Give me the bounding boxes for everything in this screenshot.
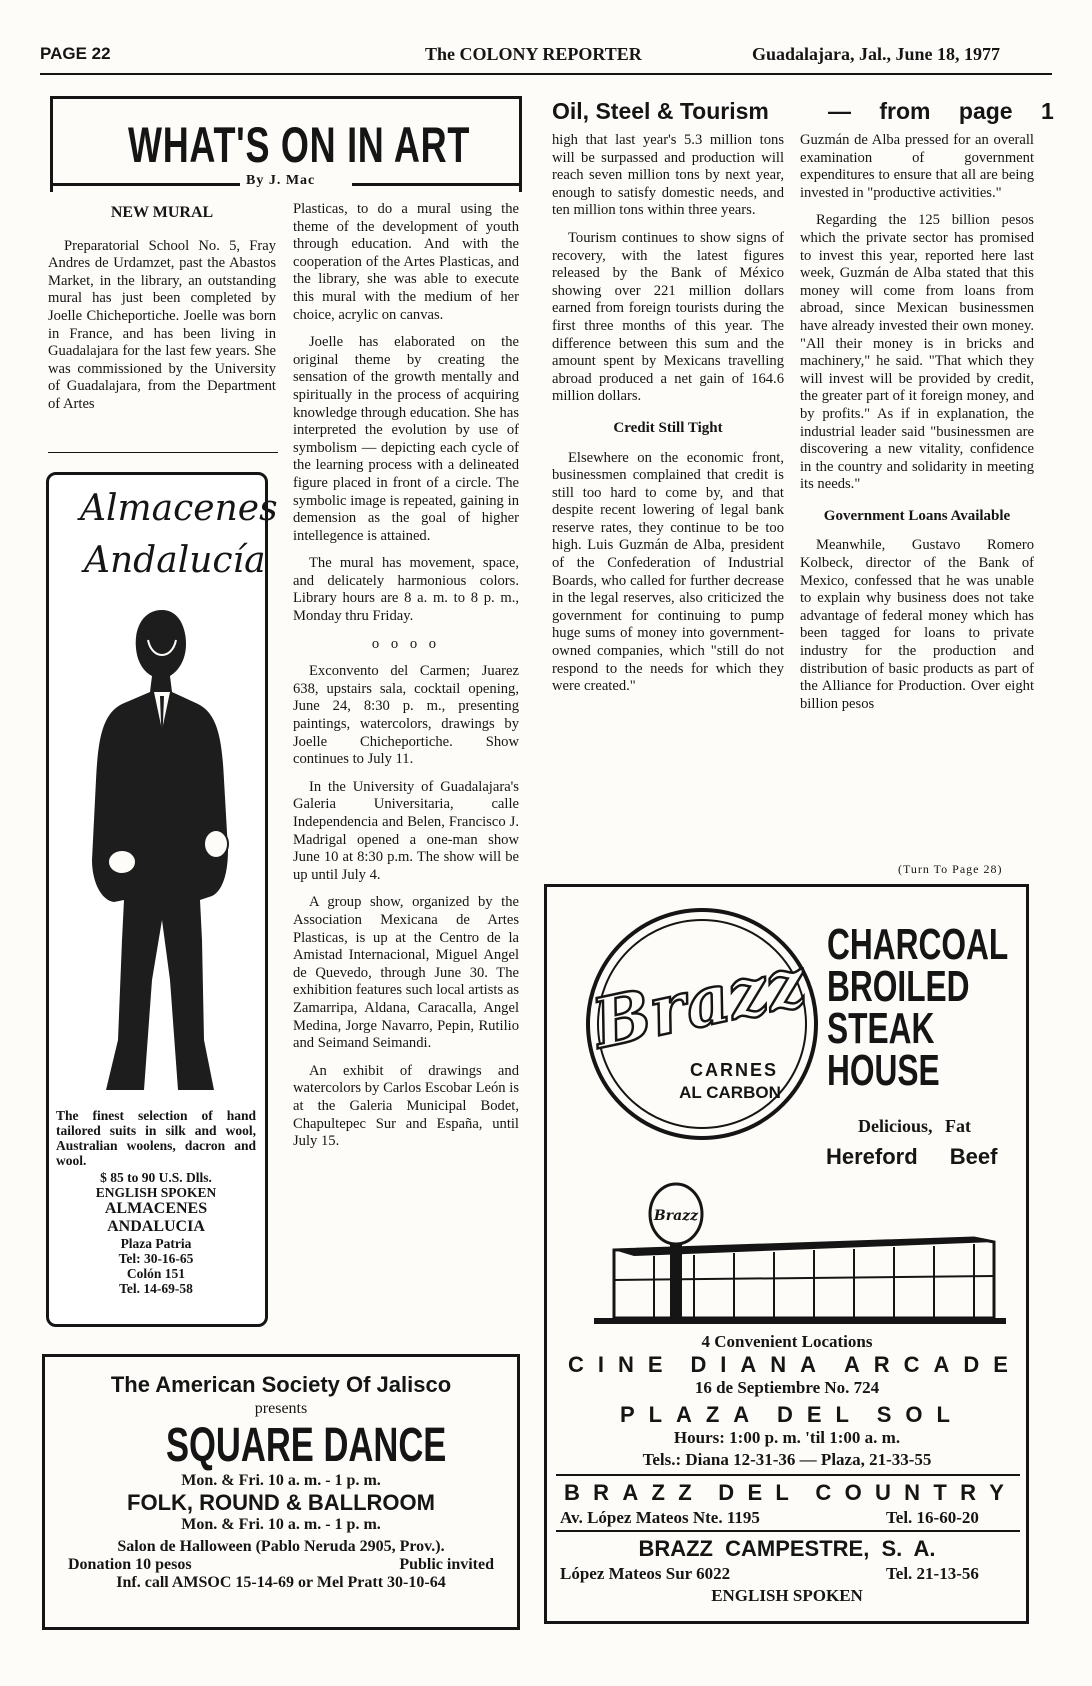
oil-paragraph: high that last year's 5.3 million tons will be surpassed and production will reach seven million tons by next year, enough to satisfy domestic needs, and ten million tons within three years. bbox=[552, 132, 784, 219]
brazz-headline bbox=[827, 920, 1079, 1095]
byline: By J. Mac bbox=[246, 173, 316, 188]
letter: Y bbox=[989, 1480, 1004, 1505]
letter: C bbox=[903, 1352, 920, 1377]
art-title-text: WHAT'S ON IN ART bbox=[128, 117, 471, 173]
letter: T bbox=[933, 1480, 947, 1505]
society-name: The American Society Of Jalisco bbox=[110, 1372, 452, 1397]
credit-subhead: Credit Still Tight bbox=[613, 419, 723, 436]
oil-paragraph: Guzmán de Alba pressed for an overall examination of government expenditures to ensure that all are being invested in "productive activities." bbox=[800, 132, 1034, 201]
letter: Z bbox=[705, 1402, 720, 1427]
letter: A bbox=[843, 1352, 860, 1377]
column-rule bbox=[48, 452, 278, 453]
letter: A bbox=[800, 1352, 816, 1377]
oil-column-b bbox=[800, 132, 1034, 723]
art-paragraph: A group show, organized by the Association Mexicana de Artes Plasticas, is up at the Centro de la Amistad Internacional, Miguel Angel de Quevedo, through June 30. The exhibition features such local artists as Zamarripa, Aldana, Caracalla, Angel Medina, Jorge Navarro, Pepin, Rutilio and Seimand Seimandi. bbox=[293, 894, 519, 1052]
oil-article-title: Oil, Steel & Tourism bbox=[552, 98, 769, 124]
almacenes-price: $ 85 to 90 U.S. Dlls. bbox=[100, 1170, 212, 1185]
letter: B bbox=[564, 1480, 580, 1505]
oil-paragraph: Tourism continues to show signs of recovery, with the latest figures released by the Bank of México showing over 221 million dollars earned from foreign tourists during the first three months of this year. The difference between this sum and the amount spent by Mexicans travelling abroad produced a net gain of 164.6 million dollars. bbox=[552, 229, 784, 405]
letter: C bbox=[568, 1352, 584, 1377]
newspaper-name: The COLONY REPORTER bbox=[425, 44, 642, 64]
art-paragraph: Preparatorial School No. 5, Fray Andres de Urdamzet, past the Abastos Market, in the library, an outstanding mural has just been completed by Joelle Chicheportiche. Joelle was born in France, and has been living in Guadalajara for the last few years. She was commissioned by the University of Guadalajara, from the Department of Artes bbox=[48, 237, 276, 412]
letter: A bbox=[676, 1402, 692, 1427]
letter: E bbox=[647, 1352, 663, 1377]
campestre-tel: Tel. 21-13-56 bbox=[886, 1564, 979, 1583]
delicious: Delicious, Fat bbox=[858, 1116, 971, 1136]
byline-rule-left bbox=[50, 183, 240, 186]
section-divider: o o o o bbox=[371, 635, 441, 652]
letter: D bbox=[690, 1352, 707, 1377]
letter: E bbox=[747, 1480, 763, 1505]
letter: N bbox=[770, 1352, 787, 1377]
brazz-logo bbox=[584, 906, 820, 1142]
letter: A bbox=[933, 1352, 950, 1377]
restaurant-building-illustration bbox=[594, 1180, 1006, 1330]
brazz-tels: Tels.: Diana 12-31-36 — Plaza, 21-33-55 bbox=[642, 1450, 932, 1469]
letter: O bbox=[905, 1402, 923, 1427]
letter: L bbox=[835, 1402, 849, 1427]
almacenes-details bbox=[56, 1108, 256, 1296]
brazz-logo-text: Brazz bbox=[586, 941, 813, 1065]
letter: R bbox=[873, 1352, 890, 1377]
almacenes-english: ENGLISH SPOKEN bbox=[95, 1185, 217, 1200]
location-brazz-del-country bbox=[564, 1480, 1004, 1506]
location-plaza-del-sol bbox=[620, 1402, 950, 1428]
letter: C bbox=[815, 1480, 832, 1505]
letter: D bbox=[718, 1480, 735, 1505]
almacenes-script-1: Almacenes bbox=[80, 488, 278, 529]
country-tel: Tel. 16-60-20 bbox=[886, 1508, 979, 1527]
letter: Z bbox=[678, 1480, 692, 1505]
letter: A bbox=[740, 1352, 757, 1377]
oil-column-a bbox=[552, 132, 784, 706]
letter: L bbox=[648, 1402, 663, 1427]
brazz-locations: 4 Convenient Locations bbox=[701, 1332, 873, 1351]
art-paragraph: The mural has movement, space, and delicately harmonious colors. Library hours are 8 a. m. to 8 p. m., Monday thru Friday. bbox=[293, 555, 519, 625]
dance-styles: FOLK, ROUND & BALLROOM bbox=[127, 1490, 435, 1515]
letter: D bbox=[963, 1352, 980, 1377]
oil-paragraph: Regarding the 125 billion pesos which the private sector has promised to invest this year, reported here last week, Guzmán de Alba stated that this money will come from loans from abroad, since Mexican businessmen have already invested their own money. "All their money is in bricks and machinery," he said. "That which they will invest will be provided by credit, the greater part of it foreign money, and by profits." As if in explanation, the industrial leader said "businessmen are discovering a new vitality, confidence in the country and solidarity in meeting its needs." bbox=[800, 212, 1034, 493]
campestre-address: López Mateos Sur 6022 bbox=[560, 1564, 731, 1583]
art-column-2 bbox=[293, 201, 519, 1161]
event-time-2: Mon. & Fri. 10 a. m. - 1 p. m. bbox=[181, 1516, 381, 1533]
headline-steak: STEAK bbox=[827, 1004, 935, 1053]
event-wrap bbox=[46, 1418, 516, 1472]
turn-to-page: (Turn To Page 28) bbox=[898, 862, 1003, 876]
almacenes-script-2: Andalucía bbox=[84, 540, 266, 581]
brazz-logo-sub-2: AL CARBON bbox=[679, 1083, 781, 1102]
location-divider-1 bbox=[556, 1474, 1020, 1476]
byline-rule-right bbox=[352, 183, 522, 186]
square-dance-content bbox=[46, 1372, 516, 1592]
letter: L bbox=[775, 1480, 789, 1505]
letter: N bbox=[904, 1480, 921, 1505]
almacenes-tagline: The finest selection of hand tailored suits in silk and wool, Australian woolens, dacron and wool. bbox=[56, 1108, 256, 1168]
brazz-english-spoken: ENGLISH SPOKEN bbox=[711, 1586, 863, 1605]
cine-address: 16 de Septiembre No. 724 bbox=[694, 1378, 880, 1397]
almacenes-name-2: ANDALUCIA bbox=[107, 1218, 205, 1235]
almacenes-tel-1: Tel: 30-16-65 bbox=[118, 1251, 194, 1266]
event-place: Salon de Halloween (Pablo Neruda 2905, Prov.). bbox=[117, 1538, 445, 1555]
art-paragraph: Exconvento del Carmen; Juarez 638, upstairs sala, cocktail opening, June 24, 8:30 p. m., presenting paintings, watercolors, drawings by Joelle Chicheportiche. Show continues to July 11. bbox=[293, 663, 519, 768]
headline-charcoal: CHARCOAL bbox=[827, 920, 1009, 969]
oil-paragraph: Meanwhile, Gustavo Romero Kolbeck, director of the Bank of Mexico, confessed that he was unable to explain why business does not take advantage of federal money which has been tagged for loans to private industry for the production and distribution of basic products as part of the Alliance for Production. Over eight billion pesos bbox=[800, 537, 1034, 712]
art-title bbox=[128, 116, 603, 174]
event-name: SQUARE DANCE bbox=[166, 1419, 447, 1472]
new-mural-heading: NEW MURAL bbox=[110, 204, 214, 221]
dateline: Guadalajara, Jal., June 18, 1977 bbox=[752, 44, 1001, 64]
public-invited: Public invited bbox=[399, 1556, 494, 1573]
location-cine-diana bbox=[568, 1352, 1008, 1378]
info-line: Inf. call AMSOC 15-14-69 or Mel Pratt 30-10-64 bbox=[116, 1574, 446, 1591]
loans-subhead: Government Loans Available bbox=[823, 507, 1011, 524]
brazz-hours: Hours: 1:00 p. m. 'til 1:00 a. m. bbox=[673, 1428, 901, 1447]
header-rule bbox=[40, 73, 1052, 75]
almacenes-tel-2: Tel. 14-69-58 bbox=[119, 1281, 193, 1296]
hereford-beef: Hereford Beef bbox=[826, 1144, 998, 1169]
presents: presents bbox=[254, 1400, 308, 1417]
letter: S bbox=[876, 1402, 892, 1427]
letter: R bbox=[960, 1480, 976, 1505]
letter: Z bbox=[651, 1480, 665, 1505]
headline-broiled: BROILED bbox=[827, 962, 970, 1011]
page-number: PAGE 22 bbox=[40, 44, 111, 63]
letter: U bbox=[875, 1480, 891, 1505]
letter: L bbox=[936, 1402, 950, 1427]
brazz-logo-sub-1: CARNES bbox=[689, 1060, 779, 1080]
location-divider-2 bbox=[556, 1530, 1020, 1532]
event-time-1: Mon. & Fri. 10 a. m. - 1 p. m. bbox=[181, 1472, 381, 1489]
letter: I bbox=[720, 1352, 727, 1377]
brazz-sign-text: Brazz bbox=[653, 1208, 699, 1224]
letter: D bbox=[777, 1402, 793, 1427]
donation: Donation 10 pesos bbox=[68, 1556, 192, 1573]
art-paragraph: Plasticas, to do a mural using the theme of the development of youth through education. And with the cooperation of the Artes Plasticas, and the library, she was able to execute this mural with the medium of her choice, acrylic on canvas. bbox=[293, 201, 519, 323]
letter: A bbox=[733, 1402, 750, 1427]
almacenes-name-1: ALMACENES bbox=[104, 1200, 208, 1217]
suited-man-illustration bbox=[62, 600, 262, 1100]
brazz-campestre: BRAZZ CAMPESTRE, S. A. bbox=[638, 1536, 936, 1561]
letter: P bbox=[620, 1402, 635, 1427]
art-paragraph: In the University of Guadalajara's Galeria Universitaria, calle Independencia and Belen, Francisco J. Madrigal opened a one-man show June 10 at 8:30 p.m. The show will be up until July 4. bbox=[293, 778, 519, 883]
oil-paragraph: Elsewhere on the economic front, businessmen complained that credit is still too hard to come by, and that despite recent lowering of legal bank reserve rates, they continue to be too high. Luis Guzmán de Alba, president of the Confederation of Industrial Boards, who called for further decrease in the legal reserves, also criticized the government for continuing to pump huge sums of money into government-owned companies, which "still do not respond to the needs for which they were created." bbox=[552, 449, 784, 695]
art-column-1 bbox=[48, 198, 276, 424]
art-paragraph: An exhibit of drawings and watercolors by Carlos Escobar León is at the Galeria Municipal Bodet, Chapultepec Sur and España, until July 15. bbox=[293, 1062, 519, 1150]
country-address: Av. López Mateos Nte. 1195 bbox=[560, 1508, 760, 1527]
letter: I bbox=[597, 1352, 604, 1377]
letter: N bbox=[617, 1352, 634, 1377]
donation-line bbox=[46, 1556, 516, 1574]
letter: A bbox=[622, 1480, 639, 1505]
headline-house: HOUSE bbox=[827, 1046, 940, 1095]
almacenes-address-1: Plaza Patria bbox=[120, 1236, 192, 1251]
oil-article-continued: — from page 1 bbox=[828, 98, 1054, 124]
art-paragraph: Joelle has elaborated on the original theme by creating the sensation of the growth mentally and spiritually in the process of acquiring knowledge through education. She has interpreted the evolution by use of symbolism — depicting each cycle of the learning process with a delineated figure placed in front of a circle. The symbolic image is repeated, gaining in demension as the goal of higher intellegence is attained. bbox=[293, 334, 519, 544]
letter: E bbox=[993, 1352, 1008, 1377]
letter: R bbox=[593, 1480, 610, 1505]
almacenes-address-2: Colón 151 bbox=[126, 1266, 186, 1281]
letter: O bbox=[844, 1480, 862, 1505]
letter: E bbox=[806, 1402, 822, 1427]
